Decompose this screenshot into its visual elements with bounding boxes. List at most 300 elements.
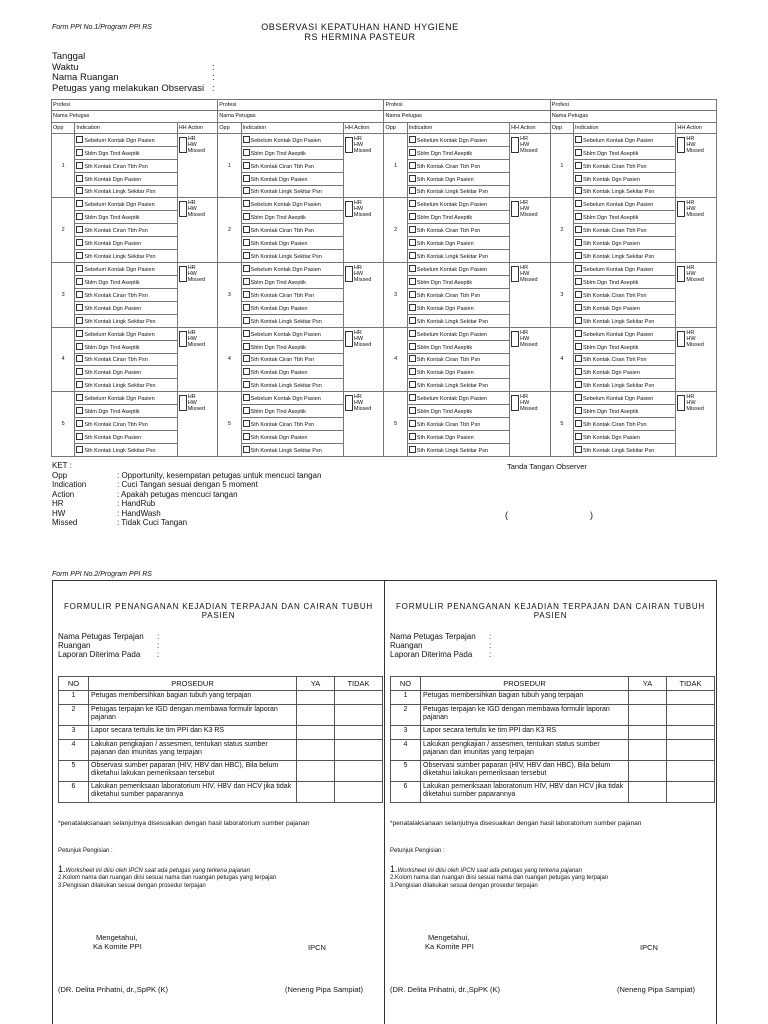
procedure-text: Petugas membersihkan bagian tubuh yang terpajan [421,691,629,705]
indication-checkbox[interactable] [575,200,582,207]
procedure-number: 2 [59,705,89,726]
indication-label: Sebelum Kontak Dgn Pasien [583,202,654,209]
opp-number: 4 [218,327,241,392]
indication-label: Sth Kontak Lingk Sekitar Psn [84,254,156,261]
field-label: Laporan Diterima Pada [58,650,141,659]
indication-checkbox[interactable] [243,239,250,246]
indication-checkbox[interactable] [76,381,83,388]
opp-number: 5 [52,392,75,457]
indication-checkbox[interactable] [575,187,582,194]
hh-action-cell [676,327,717,392]
indication-label: Sblm Dgn Tind Aseptik [416,344,473,351]
indication-cell [75,314,177,327]
indication-checkbox[interactable] [409,304,416,311]
indication-checkbox[interactable] [575,175,582,182]
procedure-text: Petugas membersihkan bagian tubuh yang terpajan [89,691,297,705]
indication-checkbox[interactable] [409,239,416,246]
indication-checkbox[interactable] [76,149,83,156]
indication-checkbox[interactable] [575,265,582,272]
procedure-ya-cell[interactable] [629,726,667,740]
indication-cell [241,211,343,224]
indication-label: Sth Kontak Lingk Sekitar Psn [583,383,655,390]
hh-action-label: HW [187,335,197,342]
field-label: Nama Petugas Terpajan [58,632,144,641]
indication-label: Sth Kontak Dgn Pasien [583,305,640,312]
indication-checkbox[interactable] [409,252,416,259]
indication-cell [241,133,343,146]
col-hh-action-header: HH Action [510,122,551,133]
indication-checkbox[interactable] [409,381,416,388]
opp-number: 3 [384,263,407,328]
indication-checkbox[interactable] [76,162,83,169]
procedure-row [59,726,383,740]
indication-checkbox[interactable] [409,162,416,169]
indication-checkbox[interactable] [575,213,582,220]
indication-checkbox[interactable] [575,355,582,362]
hh-action-label: Missed [187,406,206,413]
indication-checkbox[interactable] [243,355,250,362]
indication-label: Sblm Dgn Tind Aseptik [250,279,306,286]
procedure-row [391,740,715,761]
indication-checkbox[interactable] [409,291,416,298]
indication-checkbox[interactable] [409,278,416,285]
col-indication-header: Indication [407,122,509,133]
indication-checkbox[interactable] [243,407,250,414]
indication-cell [75,353,177,366]
hh-action-checkbox[interactable] [179,395,187,411]
hh-action-label: HW [187,141,197,148]
indication-label: Sebelum Kontak Dgn Pasien [250,137,321,144]
indication-checkbox[interactable] [575,330,582,337]
indication-label: Sebelum Kontak Dgn Pasien [250,396,321,403]
footer-signatory-left: (DR. Delita Prihatni, dr.,SpPK (K) [390,985,501,994]
indication-checkbox[interactable] [243,278,250,285]
indication-checkbox[interactable] [575,381,582,388]
indication-checkbox[interactable] [575,368,582,375]
indication-checkbox[interactable] [76,343,83,350]
indication-cell [75,327,177,340]
indication-checkbox[interactable] [76,136,83,143]
indication-label: Sebelum Kontak Dgn Pasien [583,267,654,274]
hh-action-label: HW [353,206,364,213]
procedure-text: Observasi sumber paparan (HIV, HBV dan HBC), Bila belum diketahui lakukan pemeriksaan tersebut [89,761,297,782]
hh-action-cell [177,327,218,392]
hh-action-label: HR [353,200,362,207]
indication-label: Sblm Dgn Tind Aseptik [250,150,306,157]
indication-checkbox[interactable] [409,433,416,440]
indication-checkbox[interactable] [243,162,250,169]
hh-action-label: Missed [353,147,372,154]
procedure-tidak-cell[interactable] [667,726,715,740]
col-hh-action-header: HH Action [177,122,218,133]
indication-checkbox[interactable] [76,394,83,401]
indication-label: Sth Kontak Ciran Tbh Psn [416,163,481,170]
hh-action-label: HW [520,335,530,342]
hh-action-checkbox[interactable] [511,137,519,153]
opp-number: 3 [52,263,75,328]
indication-checkbox[interactable] [243,330,250,337]
indication-label: Sth Kontak Dgn Pasien [250,305,308,312]
opp-number: 2 [218,198,241,263]
indication-label: Sblm Dgn Tind Aseptik [84,279,140,286]
indication-checkbox[interactable] [243,226,250,233]
indication-checkbox[interactable] [243,433,250,440]
indication-checkbox[interactable] [243,149,250,156]
procedure-tidak-cell[interactable] [335,761,383,782]
field-value[interactable]: : [489,641,492,650]
procedure-tidak-cell[interactable] [667,705,715,726]
guide-number: 1. [58,864,66,875]
legend-value: : Cuci Tangan sesuai dengan 5 moment [117,480,258,489]
indication-checkbox[interactable] [575,394,582,401]
legend-key: Action [52,489,75,499]
procedure-ya-cell[interactable] [629,761,667,782]
indication-label: Sth Kontak Lingk Sekitar Psn [416,318,489,325]
hh-action-cell [676,198,717,263]
hh-action-label: HW [520,141,530,148]
legend-title: KET : [52,461,72,470]
hh-action-checkbox[interactable] [511,395,519,411]
indication-checkbox[interactable] [243,446,250,453]
indication-checkbox[interactable] [76,213,83,220]
guide-item: 3.Pengisian dilakukan sesuai dengan prosedur terpajan [390,882,538,889]
hh-action-checkbox[interactable] [345,266,353,282]
exposure-form-left [52,580,385,1024]
procedure-tidak-cell[interactable] [335,782,383,803]
legend-key: Indication [52,480,87,489]
indication-checkbox[interactable] [76,200,83,207]
hh-action-cell [343,327,384,392]
procedure-tidak-cell[interactable] [335,691,383,705]
indication-checkbox[interactable] [409,343,416,350]
indication-checkbox[interactable] [243,213,250,220]
hh-action-checkbox[interactable] [179,331,187,347]
field-label: Laporan Diterima Pada [390,650,473,659]
indication-checkbox[interactable] [76,420,83,427]
indication-label: Sblm Dgn Tind Aseptik [250,215,306,222]
indication-checkbox[interactable] [243,368,250,375]
indication-checkbox[interactable] [243,252,250,259]
indication-checkbox[interactable] [575,226,582,233]
indication-cell [407,418,509,431]
indication-checkbox[interactable] [76,265,83,272]
indication-checkbox[interactable] [575,420,582,427]
hh-action-label: HR [187,265,196,272]
hh-action-checkbox[interactable] [179,266,187,282]
indication-label: Sblm Dgn Tind Aseptik [250,409,306,416]
hh-action-checkbox[interactable] [345,201,353,217]
hh-action-checkbox[interactable] [345,137,353,153]
field-value[interactable]: : [489,632,492,641]
hh-action-label: Missed [520,341,538,348]
indication-checkbox[interactable] [76,433,83,440]
hh-action-checkbox[interactable] [677,395,685,411]
indication-label: Sebelum Kontak Dgn Pasien [84,202,155,209]
indication-label: Sth Kontak Dgn Pasien [84,305,142,312]
indication-label: Sth Kontak Lingk Sekitar Psn [250,254,322,261]
indication-checkbox[interactable] [243,304,250,311]
indication-checkbox[interactable] [409,265,416,272]
indication-checkbox[interactable] [243,381,250,388]
indication-checkbox[interactable] [76,291,83,298]
indication-checkbox[interactable] [243,394,250,401]
hh-action-cell [676,392,717,457]
hh-action-checkbox[interactable] [677,266,685,282]
indication-checkbox[interactable] [76,252,83,259]
procedure-text: Lakukan pemeriksaan laboratorium HIV, HBV dan HCV jika tidak diketahui sumber paparannya [421,782,629,803]
indication-checkbox[interactable] [76,239,83,246]
indication-checkbox[interactable] [575,149,582,156]
field-label: Tanggal [52,51,86,62]
hh-action-checkbox[interactable] [677,201,685,217]
indication-cell [407,250,509,263]
indication-checkbox[interactable] [243,343,250,350]
hh-action-label: HR [353,329,362,336]
indication-cell [75,237,177,250]
hh-action-label: HW [353,335,364,342]
field-value[interactable]: : [157,632,160,641]
guide-item: 2.Kolom nama dan ruangan diisi sesuai nama dan ruangan petugas yang terpajan [390,875,609,882]
profesi-label: Profesi [52,100,218,111]
indication-cell [407,288,509,301]
indication-label: Sblm Dgn Tind Aseptik [416,409,473,416]
field-value[interactable]: : [212,72,215,83]
procedure-number: 4 [59,740,89,761]
legend-value: : Opportunity, kesempatan petugas untuk mencuci tangan [117,470,322,480]
procedure-row [59,782,383,803]
indication-checkbox[interactable] [575,317,582,324]
col-no-header: NO [59,677,89,691]
indication-checkbox[interactable] [409,136,416,143]
hh-action-checkbox[interactable] [677,137,685,153]
indication-checkbox[interactable] [76,368,83,375]
field-value[interactable]: : [489,650,492,659]
procedure-ya-cell[interactable] [629,740,667,761]
indication-checkbox[interactable] [409,420,416,427]
indication-cell [75,431,177,444]
procedure-tidak-cell[interactable] [335,726,383,740]
indication-checkbox[interactable] [76,446,83,453]
indication-checkbox[interactable] [76,317,83,324]
opp-number: 2 [384,198,407,263]
indication-label: Sebelum Kontak Dgn Pasien [250,267,321,274]
indication-label: Sebelum Kontak Dgn Pasien [416,267,488,274]
indication-label: Sth Kontak Dgn Pasien [583,241,640,248]
indication-checkbox[interactable] [409,187,416,194]
guide-item: Worksheet ini diisi oleh IPCN saat ada petugas yang terkena pajanan [65,868,250,875]
indication-label: Sth Kontak Ciran Tbh Psn [583,228,647,235]
indication-checkbox[interactable] [409,200,416,207]
indication-cell [75,172,177,185]
hh-action-label: HW [353,271,364,278]
signature-paren-open: ( [505,510,508,520]
opp-number: 1 [52,133,75,198]
indication-cell [241,159,343,172]
indication-checkbox[interactable] [243,420,250,427]
indication-checkbox[interactable] [409,175,416,182]
indication-label: Sth Kontak Ciran Tbh Psn [250,163,315,170]
indication-cell [241,418,343,431]
procedure-tidak-cell[interactable] [667,761,715,782]
ipcn-label: IPCN [640,943,658,952]
indication-checkbox[interactable] [76,175,83,182]
indication-checkbox[interactable] [575,239,582,246]
field-value[interactable]: : [212,82,215,94]
indication-cell [241,327,343,340]
indication-checkbox[interactable] [409,355,416,362]
indication-checkbox[interactable] [409,330,416,337]
indication-checkbox[interactable] [409,149,416,156]
footer-signatory-left: (DR. Delita Prihatni, dr.,SpPK (K) [58,985,169,994]
indication-label: Sth Kontak Dgn Pasien [416,176,474,183]
indication-checkbox[interactable] [243,187,250,194]
indication-cell [241,353,343,366]
indication-cell [241,443,343,456]
indication-checkbox[interactable] [575,304,582,311]
indication-checkbox[interactable] [76,226,83,233]
hh-action-checkbox[interactable] [677,331,685,347]
procedure-row [391,761,715,782]
hh-action-checkbox[interactable] [179,137,187,153]
indication-checkbox[interactable] [575,252,582,259]
indication-checkbox[interactable] [243,175,250,182]
indication-checkbox[interactable] [575,433,582,440]
procedure-tidak-cell[interactable] [335,705,383,726]
procedure-ya-cell[interactable] [629,705,667,726]
indication-cell [574,275,676,288]
indication-cell [574,159,676,172]
procedure-text: Lapor secara tertulis ke tim PPI dan K3 RS [421,726,629,740]
indication-checkbox[interactable] [575,343,582,350]
indication-checkbox[interactable] [575,136,582,143]
indication-checkbox[interactable] [76,407,83,414]
procedure-ya-cell[interactable] [297,782,335,803]
indication-label: Sth Kontak Lingk Sekitar Psn [416,189,489,196]
procedure-ya-cell[interactable] [297,691,335,705]
indication-checkbox[interactable] [409,213,416,220]
indication-label: Sth Kontak Ciran Tbh Psn [583,292,647,299]
hh-action-checkbox[interactable] [511,266,519,282]
field-value[interactable]: : [157,641,160,650]
hh-action-label: HR [187,135,196,142]
col-tidak-header: TIDAK [667,677,715,691]
hh-action-label: Missed [187,212,206,219]
opp-number: 4 [52,327,75,392]
indication-checkbox[interactable] [76,187,83,194]
hh-action-cell [177,198,218,263]
guide-item: 3.Pengisian dilakukan sesuai dengan prosedur terpajan [58,882,206,889]
indication-label: Sth Kontak Ciran Tbh Psn [416,228,481,235]
indication-checkbox[interactable] [76,278,83,285]
procedure-ya-cell[interactable] [629,691,667,705]
procedure-ya-cell[interactable] [297,740,335,761]
indication-checkbox[interactable] [575,162,582,169]
hh-action-checkbox[interactable] [179,201,187,217]
indication-checkbox[interactable] [243,136,250,143]
procedure-number: 5 [59,761,89,782]
indication-checkbox[interactable] [409,317,416,324]
procedure-tidak-cell[interactable] [667,740,715,761]
procedure-number: 6 [391,782,421,803]
field-label: Nama Ruangan [52,72,119,83]
field-value[interactable]: : [212,61,215,73]
nama-petugas-label: Nama Petugas [384,111,550,122]
indication-checkbox[interactable] [575,278,582,285]
indication-cell [407,327,509,340]
col-indication-header: Indication [574,122,676,133]
hh-action-checkbox[interactable] [345,331,353,347]
exposure-form-title: FORMULIR PENANGANAN KEJADIAN TERPAJAN DAN CAIRAN TUBUH PASIEN [395,602,706,620]
indication-cell [241,405,343,418]
indication-cell [241,314,343,327]
indication-label: Sth Kontak Dgn Pasien [416,370,474,377]
field-label: Ruangan [390,641,423,650]
indication-checkbox[interactable] [575,446,582,453]
procedure-ya-cell[interactable] [297,705,335,726]
indication-cell [75,392,177,405]
procedure-tidak-cell[interactable] [667,691,715,705]
hh-action-label: HR [187,200,196,207]
procedure-tidak-cell[interactable] [335,740,383,761]
procedure-ya-cell[interactable] [297,726,335,740]
procedure-ya-cell[interactable] [629,782,667,803]
indication-label: Sth Kontak Dgn Pasien [84,370,142,377]
col-no-header: NO [391,677,421,691]
indication-checkbox[interactable] [76,355,83,362]
indication-cell [574,224,676,237]
field-value[interactable]: : [157,650,160,659]
indication-checkbox[interactable] [243,200,250,207]
indication-checkbox[interactable] [575,291,582,298]
indication-label: Sebelum Kontak Dgn Pasien [250,202,321,209]
indication-checkbox[interactable] [409,446,416,453]
procedure-ya-cell[interactable] [297,761,335,782]
indication-label: Sebelum Kontak Dgn Pasien [84,396,155,403]
profesi-label: Profesi [550,100,716,111]
indication-checkbox[interactable] [243,291,250,298]
indication-checkbox[interactable] [76,304,83,311]
opp-number: 2 [52,198,75,263]
indication-checkbox[interactable] [575,407,582,414]
procedure-text: Observasi sumber paparan (HIV, HBV dan HBC), Bila belum diketahui lakukan pemeriksaan tersebut [421,761,629,782]
hh-action-cell [177,133,218,198]
hh-action-checkbox[interactable] [345,395,353,411]
hh-action-checkbox[interactable] [511,331,519,347]
indication-cell [407,172,509,185]
indication-label: Sth Kontak Lingk Sekitar Psn [416,447,489,454]
indication-checkbox[interactable] [243,265,250,272]
exposure-form-fields [58,632,159,659]
guide-item: 2.Kolom nama dan ruangan diisi sesuai nama dan ruangan petugas yang terpajan [58,875,277,882]
indication-label: Sebelum Kontak Dgn Pasien [84,331,155,338]
hh-action-checkbox[interactable] [511,201,519,217]
approval-block [93,933,142,951]
hh-action-label: HW [520,400,530,407]
opp-number: 3 [550,263,573,328]
indication-checkbox[interactable] [409,368,416,375]
indication-cell [75,224,177,237]
observation-table [51,99,717,457]
hh-action-label: HW [686,206,696,213]
indication-checkbox[interactable] [76,330,83,337]
indication-checkbox[interactable] [409,226,416,233]
indication-checkbox[interactable] [243,317,250,324]
hh-action-label: Missed [520,277,538,284]
indication-label: Sth Kontak Ciran Tbh Psn [416,422,481,429]
procedure-tidak-cell[interactable] [667,782,715,803]
indication-checkbox[interactable] [409,407,416,414]
indication-checkbox[interactable] [409,394,416,401]
